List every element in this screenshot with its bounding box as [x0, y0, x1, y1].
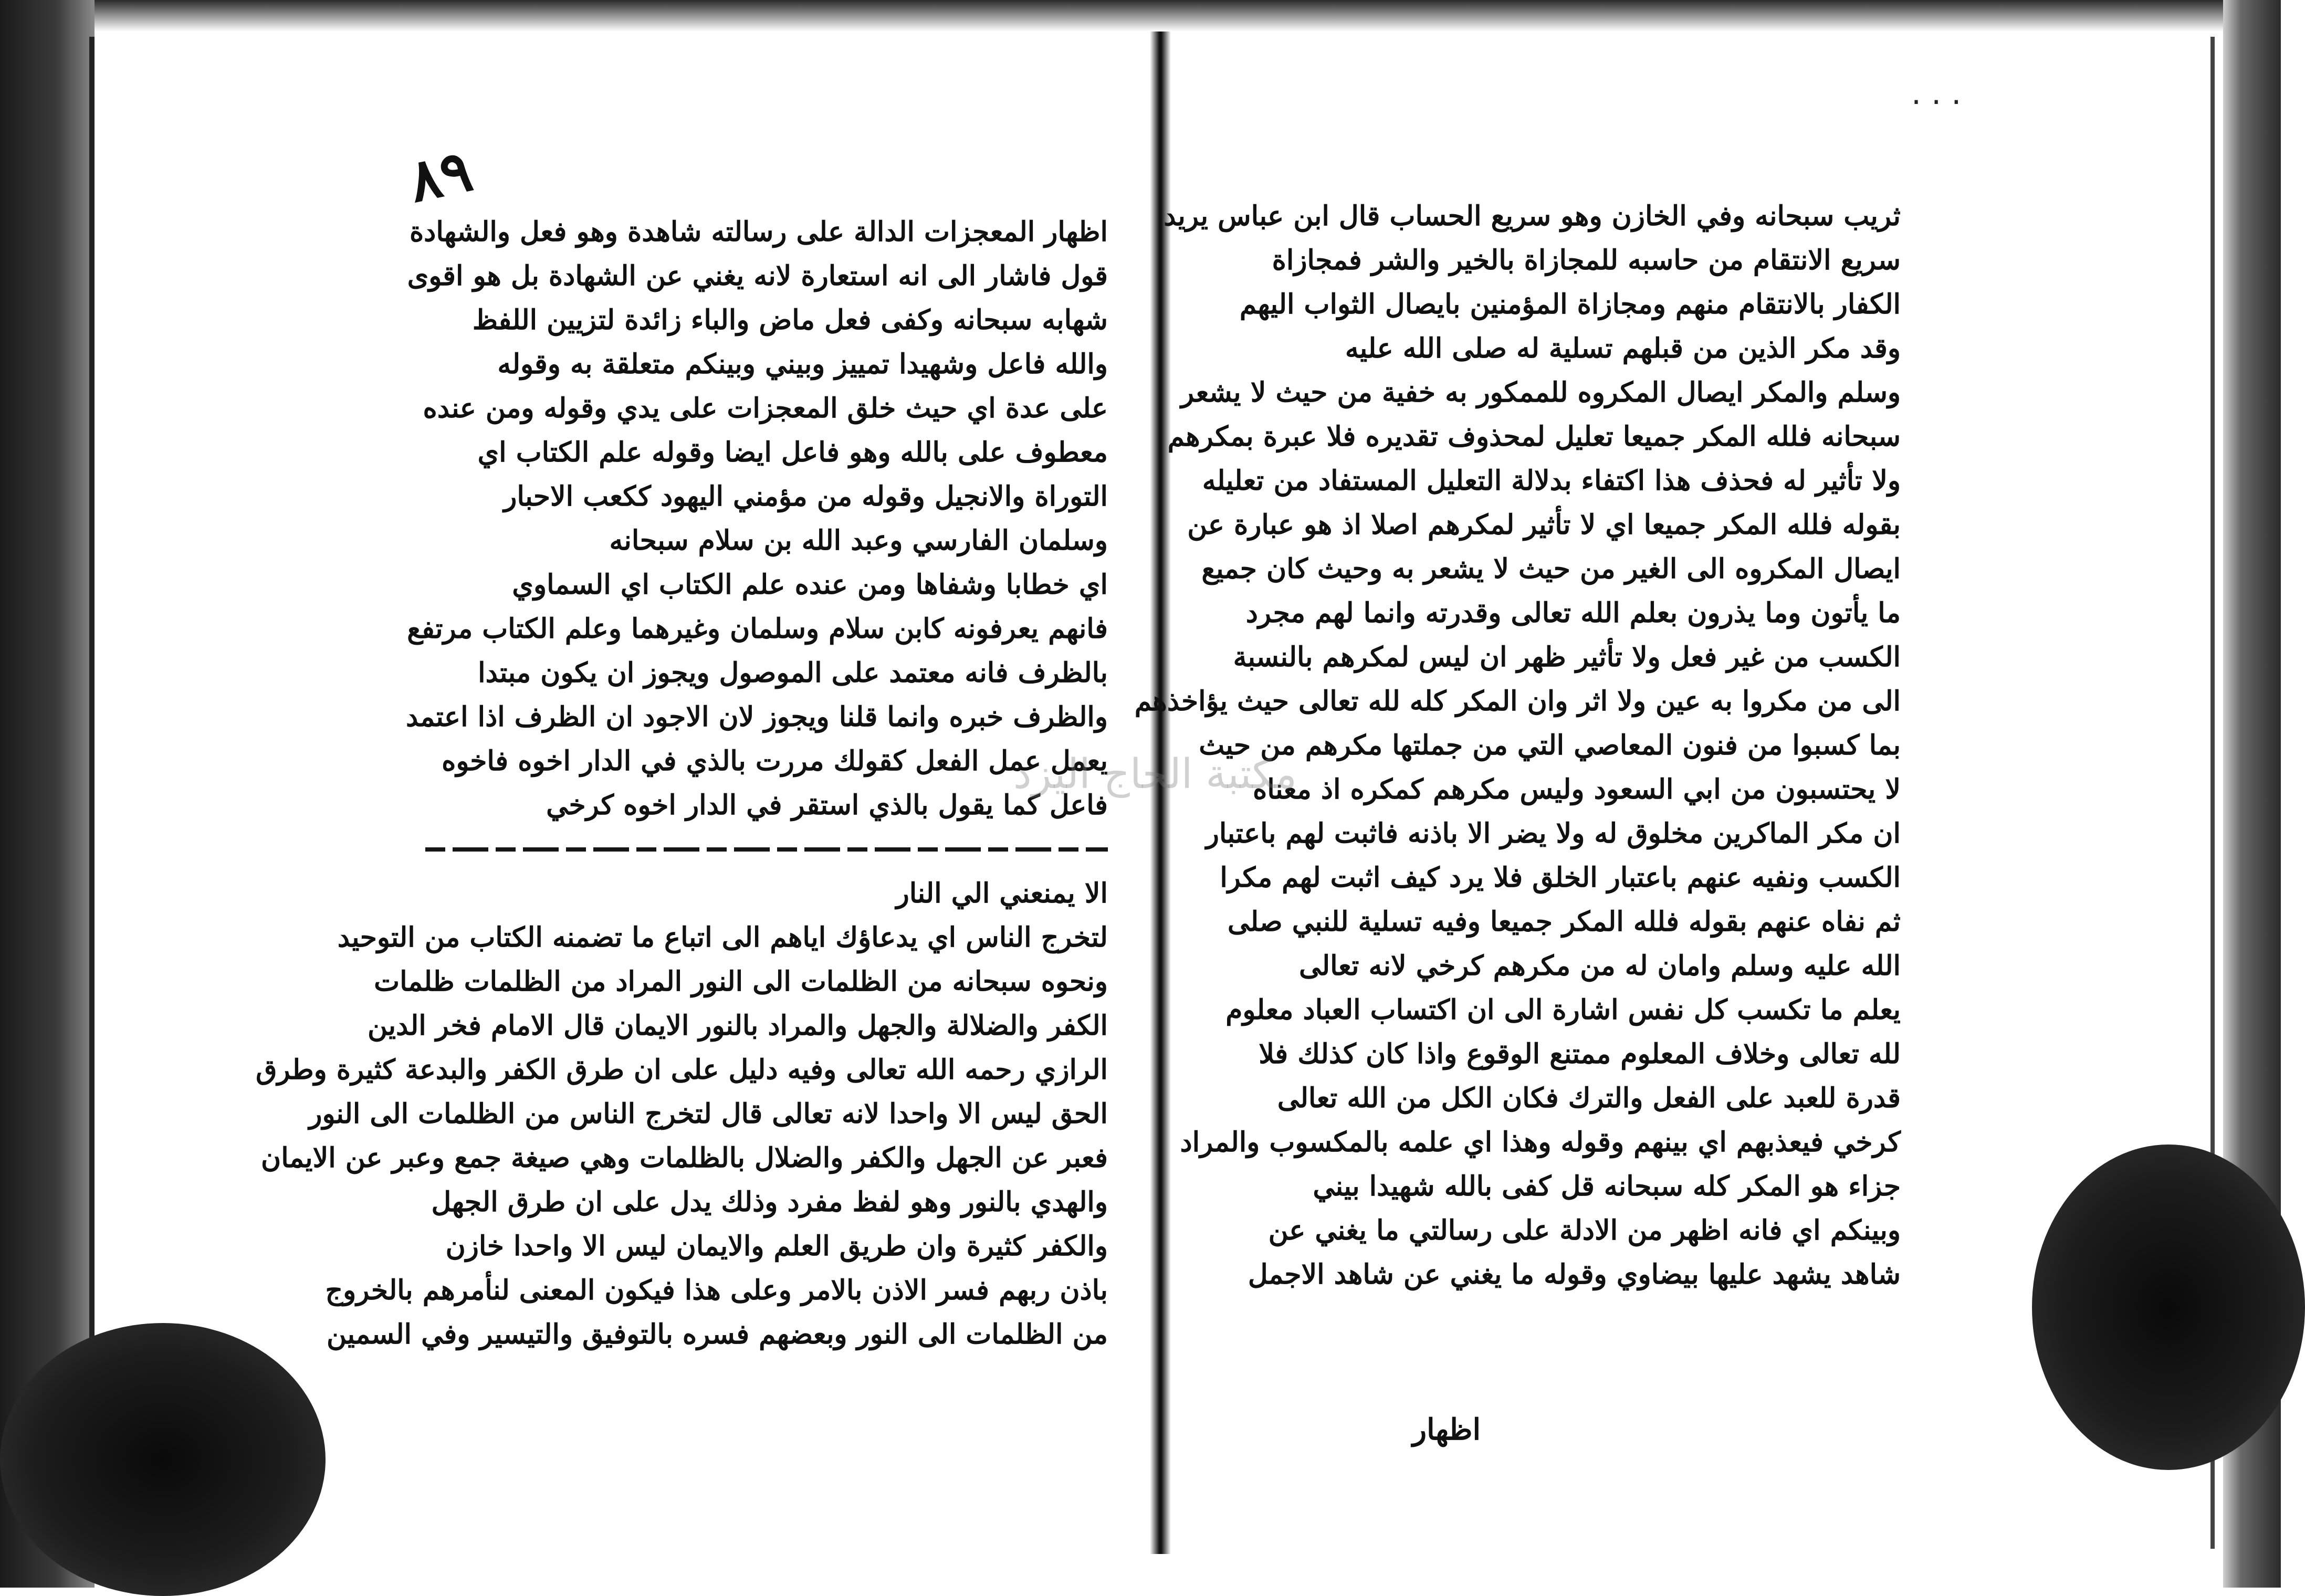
text-line: سريع الانتقام من حاسبه للمجازاة بالخير والشر فمجازاة: [1272, 244, 1901, 276]
thumb-left: [0, 1323, 326, 1596]
text-line: معطوف على بالله وهو فاعل ايضا وقوله علم الكتاب اي: [477, 436, 1108, 468]
text-line: ونحوه سبحانه من الظلمات الى النور المراد من الظلمات ظلمات: [374, 965, 1108, 998]
text-line: اظهار المعجزات الدالة على رسالته شاهدة وهو فعل والشهادة: [409, 216, 1108, 248]
text-line: التوراة والانجيل وقوله من مؤمني اليهود ككعب الاحبار: [504, 480, 1108, 512]
text-line: لله تعالى وخلاف المعلوم ممتنع الوقوع واذا كان كذلك فلا: [1259, 1038, 1901, 1070]
text-line: ايصال المكروه الى الغير من حيث لا يشعر به وحيث كان جميع: [1201, 553, 1901, 585]
text-line: ثم نفاه عنهم بقوله فلله المكر جميعا وفيه تسلية للنبي صلى: [1227, 906, 1901, 938]
text-line: بما كسبوا من فنون المعاصي التي من جملتها مكرهم من حيث: [1199, 729, 1901, 761]
text-line: والهدي بالنور وهو لفظ مفرد وذلك يدل على ان طرق الجهل: [431, 1186, 1108, 1218]
margin-dots: · · ·: [1911, 84, 1962, 121]
text-line: يعلم ما تكسب كل نفس اشارة الى ان اكتساب العباد معلوم: [1225, 994, 1901, 1026]
text-line: وبينكم اي فانه اظهر من الادلة على رسالتي ما يغني عن: [1268, 1214, 1901, 1246]
text-line: قول فاشار الى انه استعارة لانه يغني عن الشهادة بل هو اقوى: [407, 260, 1108, 292]
text-line: فاعل كما يقول بالذي استقر في الدار اخوه كرخي: [546, 789, 1108, 821]
text-line: بقوله فلله المكر جميعا اي لا تأثير لمكرهم اصلا اذ هو عبارة عن: [1187, 509, 1901, 541]
text-line: الكسب من غير فعل ولا تأثير ظهر ان ليس لمكرهم بالنسبة: [1233, 641, 1901, 673]
text-line: الحق ليس الا واحدا لانه تعالى قال لتخرج الناس من الظلمات الى النور: [309, 1098, 1108, 1130]
text-line: يعمل عمل الفعل كقولك مررت بالذي في الدار اخوه فاخوه: [442, 745, 1108, 777]
text-line: شهابه سبحانه وكفى فعل ماض والباء زائدة لتزيين اللفظ: [472, 304, 1108, 336]
text-line: فعبر عن الجهل والكفر والضلال بالظلمات وهي صيغة جمع وعبر عن الايمان: [261, 1142, 1108, 1174]
text-line: بالظرف فانه معتمد على الموصول ويجوز ان يكون مبتدا: [478, 657, 1108, 689]
folio-number: ٨٩: [403, 136, 478, 215]
text-line: فانهم يعرفونه كابن سلام وسلمان وغيرهما وعلم الكتاب مرتفع: [407, 613, 1108, 645]
text-line: كرخي فيعذبهم اي بينهم وقوله وهذا اي علمه بالمكسوب والمراد: [1180, 1126, 1901, 1158]
text-line: باذن ربهم فسر الاذن بالامر وعلى هذا فيكون المعنى لنأمرهم بالخروج: [325, 1274, 1108, 1306]
text-line: الكفار بالانتقام منهم ومجازاة المؤمنين بايصال الثواب اليهم: [1239, 288, 1901, 320]
text-line: جزاء هو المكر كله سبحانه قل كفى بالله شهيدا بيني: [1313, 1170, 1901, 1202]
text-line: لتخرج الناس اي يدعاؤك اياهم الى اتباع ما تضمنه الكتاب من التوحيد: [337, 921, 1108, 953]
text-line: الى من مكروا به عين ولا اثر وان المكر كله لله تعالى حيث يؤاخذهم: [1134, 685, 1901, 717]
text-line: من الظلمات الى النور وبعضهم فسره بالتوفيق والتيسير وفي السمين: [326, 1318, 1108, 1350]
text-line: ان مكر الماكرين مخلوق له ولا يضر الا باذنه فاثبت لهم باعتبار: [1206, 817, 1901, 849]
text-line: الكفر والضلالة والجهل والمراد بالنور الايمان قال الامام فخر الدين: [368, 1010, 1108, 1042]
text-line: اي خطابا وشفاها ومن عنده علم الكتاب اي السماوي: [512, 569, 1108, 601]
scan-top-edge: [0, 0, 2281, 32]
text-line: لا يحتسبون من ابي السعود وليس مكرهم كمكره اذ معناه: [1253, 773, 1901, 805]
text-line: شاهد يشهد عليها بيضاوي وقوله ما يغني عن شاهد الاجمل: [1248, 1258, 1901, 1290]
text-line: قدرة للعبد على الفعل والترك فكان الكل من الله تعالى: [1277, 1082, 1901, 1114]
text-line: الكسب ونفيه عنهم باعتبار الخلق فلا يرد كيف اثبت لهم مكرا: [1220, 862, 1901, 894]
text-line: وقد مكر الذين من قبلهم تسلية له صلى الله عليه: [1345, 332, 1901, 364]
section-divider: [425, 827, 1108, 872]
text-line: وسلمان الفارسي وعبد الله بن سلام سبحانه: [609, 524, 1108, 556]
text-line: على عدة اي حيث خلق المعجزات على يدي وقوله ومن عنده: [423, 392, 1108, 424]
text-line: سبحانه فلله المكر جميعا تعليل لمحذوف تقديره فلا عبرة بمكرهم: [1167, 421, 1901, 453]
text-line: الله عليه وسلم وامان له من مكرهم كرخي لانه تعالى: [1298, 950, 1901, 982]
text-line: ولا تأثير له فحذف هذا اكتفاء بدلالة التعليل المستفاد من تعليله: [1202, 465, 1901, 497]
text-line: والكفر كثيرة وان طريق العلم والايمان ليس الا واحدا خازن: [445, 1230, 1108, 1262]
text-line: ما يأتون وما يذرون بعلم الله تعالى وقدرته وانما لهم مجرد: [1245, 597, 1901, 629]
thumb-right: [2032, 1144, 2305, 1470]
catchword: اظهار: [1412, 1412, 1481, 1447]
text-line: وسلم والمكر ايصال المكروه للممكور به خفية من حيث لا يشعر: [1180, 376, 1901, 408]
library-watermark: مكتبة الحاج اليزد: [1013, 751, 1297, 798]
text-line: والظرف خبره وانما قلنا ويجوز لان الاجود ان الظرف اذا اعتمد: [406, 701, 1108, 733]
text-line: الا يمنعني الي النار: [896, 877, 1108, 909]
text-line: والله فاعل وشهيدا تمييز وبيني وبينكم متعلقة به وقوله: [497, 348, 1108, 380]
text-line: ثريب سبحانه وفي الخازن وهو سريع الحساب قال ابن عباس يريد: [1164, 200, 1901, 232]
text-line: الرازي رحمه الله تعالى وفيه دليل على ان طرق الكفر والبدعة كثيرة وطرق: [256, 1054, 1108, 1086]
